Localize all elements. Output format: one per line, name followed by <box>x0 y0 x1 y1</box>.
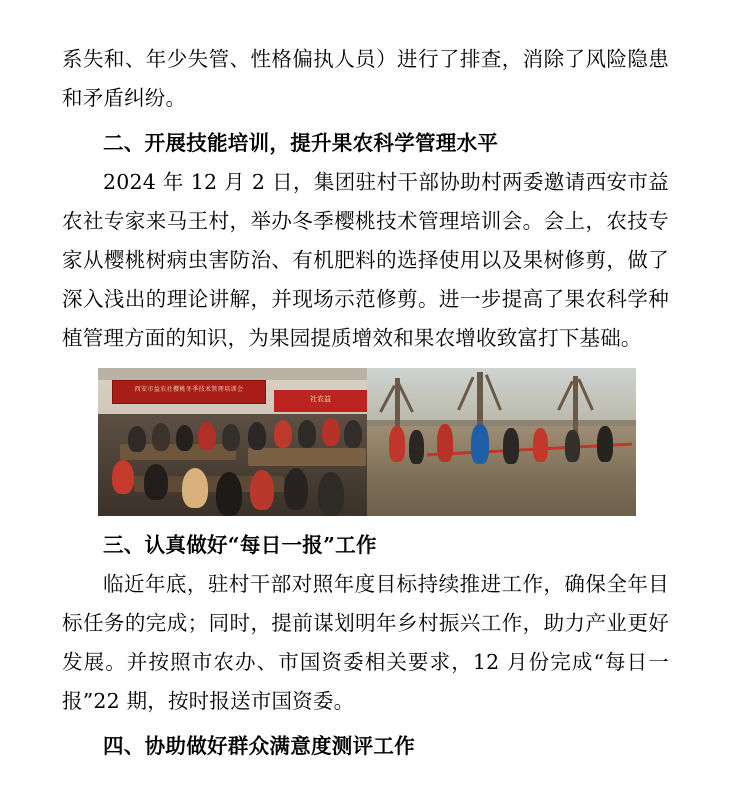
photo-person <box>250 470 274 510</box>
photo-person <box>248 422 266 450</box>
photo-person <box>471 424 489 464</box>
photo-person <box>565 430 580 462</box>
photo-orchard-pruning <box>367 368 636 516</box>
photo-person <box>176 425 193 451</box>
photo-pair <box>98 368 636 516</box>
photo-ground <box>367 426 636 516</box>
photo-banner-left <box>112 380 266 404</box>
photo-tree-trunk <box>573 376 578 436</box>
photo-banner-right <box>274 390 367 412</box>
section-heading-three: 三、认真做好“每日一报”工作 <box>103 533 377 557</box>
photo-person <box>152 423 170 451</box>
photo-banner-left-text: 西安市益农社樱桃冬季技术管理培训会 <box>134 386 244 393</box>
section-heading-four: 四、协助做好群众满意度测评工作 <box>103 734 415 758</box>
photo-person <box>409 430 424 464</box>
photo-person <box>198 422 216 450</box>
photo-person <box>298 420 316 448</box>
photo-person <box>274 420 292 448</box>
photo-ceiling <box>98 368 367 380</box>
photo-indoor-training <box>98 368 367 516</box>
photo-person <box>318 472 344 516</box>
photo-person <box>597 426 613 462</box>
photo-person <box>437 424 453 462</box>
photo-person <box>503 428 519 464</box>
photo-person <box>322 418 340 446</box>
photo-person <box>112 460 134 494</box>
photo-person <box>216 472 242 516</box>
photo-person <box>222 424 240 451</box>
photo-figure <box>98 368 636 516</box>
photo-person <box>533 428 548 462</box>
photo-person <box>389 426 405 462</box>
photo-table <box>248 448 366 466</box>
photo-person <box>182 468 208 508</box>
photo-person <box>144 464 168 500</box>
photo-person <box>344 420 362 448</box>
photo-person <box>128 426 146 452</box>
paragraph-section-three: 临近年底，驻村干部对照年度目标持续推进工作，确保全年目标任务的完成；同时，提前谋划明年乡村振兴工作，助力产业更好发展。并按照市农办、市国资委相关要求，12 月份完成“每日一报”22 期，按时报送市国资委。 <box>62 572 669 713</box>
section-heading-two: 二、开展技能培训，提升果农科学管理水平 <box>103 131 499 155</box>
photo-person <box>284 468 308 510</box>
paragraph-section-two: 2024 年 12 月 2 日，集团驻村干部协助村两委邀请西安市益农社专家来马王村，举办冬季樱桃技术管理培训会。会上，农技专家从樱桃树病虫害防治、有机肥料的选择使用以及果树修剪，做了深入浅出的理论讲解，并现场示范修剪。进一步提高了果农科学种植管理方面的知识，为果园提质增效和果农增收致富打下基础。 <box>62 170 669 350</box>
paragraph-continuation: 系失和、年少失管、性格偏执人员）进行了排查，消除了风险隐患和矛盾纠纷。 <box>62 47 669 110</box>
photo-banner-right-text: 社农益 <box>310 395 331 403</box>
